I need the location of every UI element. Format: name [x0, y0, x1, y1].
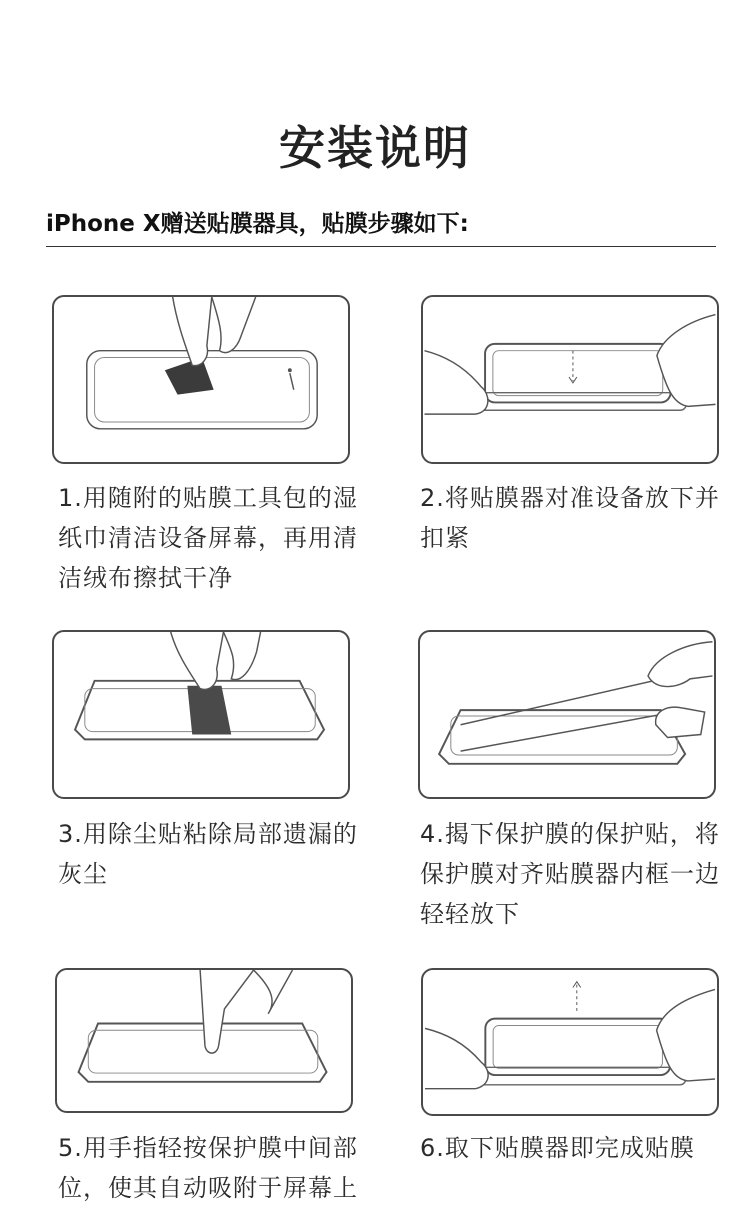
step-2-illustration — [421, 295, 719, 464]
page-subtitle: iPhone X赠送贴膜器具，贴膜步骤如下: — [46, 211, 469, 237]
step-1-text: 1.用随附的贴膜工具包的湿纸巾清洁设备屏幕，再用清洁绒布擦拭干净 — [58, 484, 358, 592]
step-6-text: 6.取下贴膜器即完成贴膜 — [420, 1134, 695, 1162]
divider — [46, 246, 716, 247]
step-3-text: 3.用除尘贴粘除局部遗漏的灰尘 — [58, 820, 358, 888]
step-1-illustration — [52, 295, 350, 464]
step-6-illustration — [421, 968, 719, 1116]
step-3-illustration — [52, 630, 350, 799]
step-5-text: 5.用手指轻按保护膜中间部位，使其自动吸附于屏幕上 — [58, 1134, 358, 1202]
step-5-illustration — [55, 968, 353, 1113]
step-2-text: 2.将贴膜器对准设备放下并扣紧 — [420, 484, 720, 552]
step-4-text: 4.揭下保护膜的保护贴，将保护膜对齐贴膜器内框一边轻轻放下 — [420, 820, 720, 928]
page-title: 安装说明 — [279, 121, 471, 175]
step-4-illustration — [418, 630, 716, 799]
